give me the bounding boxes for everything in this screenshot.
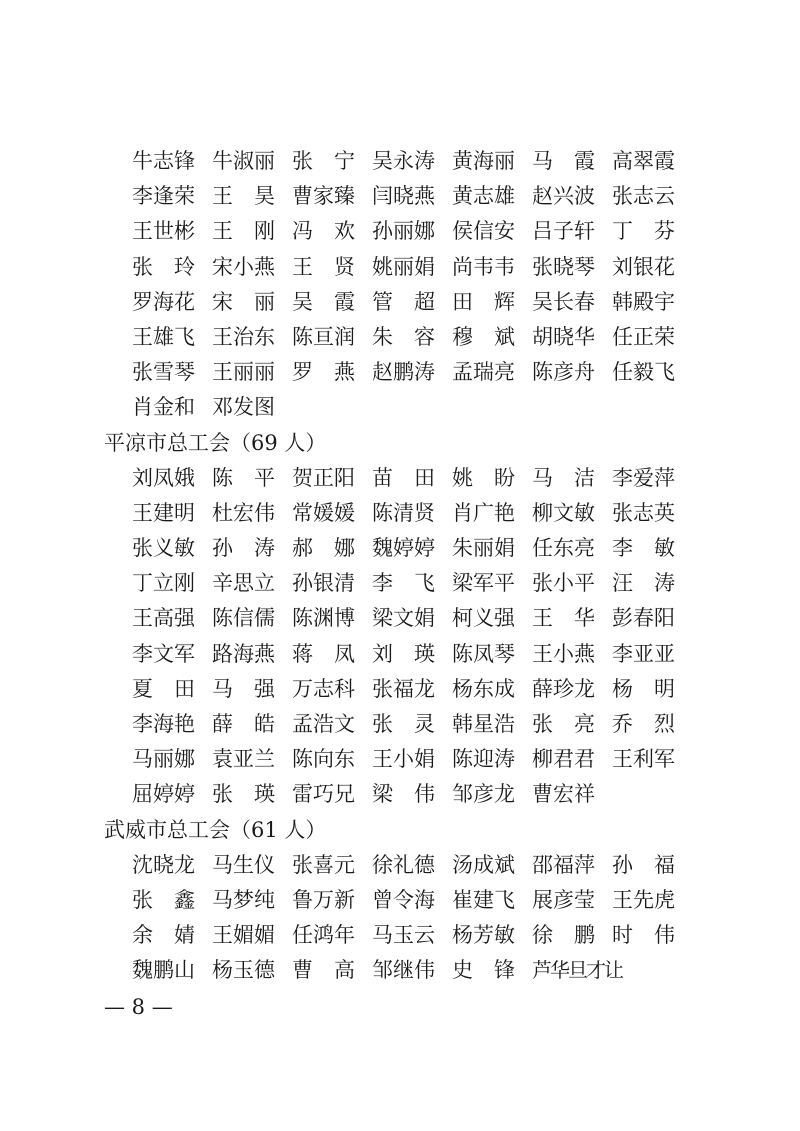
person-name: 朱容 [372, 324, 456, 349]
person-name: 王昊 [212, 184, 296, 209]
person-name: 梁文娟 [372, 606, 435, 631]
person-name: 王丽丽 [212, 360, 275, 385]
person-name: 曹宏祥 [532, 782, 595, 807]
person-name: 梁军平 [452, 571, 515, 596]
person-name: 梁伟 [372, 782, 456, 807]
person-name: 马玉云 [372, 923, 435, 948]
person-name: 杨玉德 [212, 958, 275, 983]
person-name: 王先虎 [612, 887, 675, 912]
person-name: 丁立刚 [132, 571, 195, 596]
person-name: 雷巧兄 [292, 782, 355, 807]
person-name: 张晓琴 [532, 254, 595, 279]
person-name: 牛淑丽 [212, 149, 275, 173]
person-name: 李爱萍 [612, 465, 675, 490]
person-name: 孟浩文 [292, 712, 355, 736]
person-name: 屈婷婷 [132, 782, 195, 807]
person-name: 徐礼德 [372, 852, 435, 877]
person-name: 管超 [372, 289, 456, 314]
person-name: 闫晓燕 [372, 184, 435, 209]
person-name: 邹彦龙 [452, 782, 515, 807]
person-name: 孙涛 [212, 536, 296, 561]
person-name: 罗海花 [132, 289, 195, 314]
person-name: 牛志锋 [132, 149, 195, 173]
person-name: 柯义强 [452, 606, 515, 631]
person-name: 张喜元 [292, 852, 355, 877]
person-name: 冯欢 [292, 219, 376, 244]
person-name: 张志云 [612, 184, 675, 209]
name-list [132, 461, 800, 813]
person-name: 陈向东 [292, 747, 355, 772]
person-name: 李海艳 [132, 712, 195, 736]
person-name: 王利军 [612, 747, 675, 772]
person-name: 张宁 [292, 149, 376, 173]
person-name: 张福龙 [372, 676, 435, 701]
person-name: 朱丽娟 [452, 536, 515, 561]
person-name: 韩殿宇 [612, 289, 675, 314]
person-name: 曹高 [292, 958, 376, 983]
person-name: 陈迎涛 [452, 747, 515, 772]
person-name: 汤成斌 [452, 852, 515, 877]
person-name: 李敏 [612, 536, 696, 561]
person-name: 王世彬 [132, 219, 195, 244]
person-name: 邹继伟 [372, 958, 435, 983]
person-name: 吴长春 [532, 289, 595, 314]
person-name: 孟瑞亮 [452, 360, 515, 385]
person-name: 孙福 [612, 852, 696, 877]
person-name: 罗燕 [292, 360, 376, 385]
name-list [132, 144, 800, 426]
page-number: — 8 — [104, 995, 173, 1019]
person-name: 辛思立 [212, 571, 275, 596]
person-name: 芦华旦才让 [532, 958, 622, 983]
person-name: 田辉 [452, 289, 536, 314]
person-name: 刘银花 [612, 254, 675, 279]
person-name: 王治东 [212, 324, 275, 349]
person-name: 张灵 [372, 712, 456, 736]
person-name: 余婧 [132, 923, 216, 948]
person-name: 王贤 [292, 254, 376, 279]
person-name: 王小燕 [532, 641, 595, 666]
person-name: 王雄飞 [132, 324, 195, 349]
name-group [0, 813, 800, 989]
person-name: 杨东成 [452, 676, 515, 701]
person-name: 尚韦韦 [452, 254, 515, 279]
person-name: 万志科 [292, 676, 355, 701]
person-name: 杨芳敏 [452, 923, 515, 948]
person-name: 鲁万新 [292, 887, 355, 912]
person-name: 吴霞 [292, 289, 376, 314]
person-name: 常媛媛 [292, 500, 355, 525]
person-name: 任毅飞 [612, 360, 675, 385]
person-name: 姚丽娟 [372, 254, 435, 279]
person-name: 张瑛 [212, 782, 296, 807]
person-name: 张鑫 [132, 887, 216, 912]
person-name: 薛珍龙 [532, 676, 595, 701]
person-name: 胡晓华 [532, 324, 595, 349]
person-name: 陈亘润 [292, 324, 355, 349]
person-name: 王华 [532, 606, 616, 631]
person-name: 陈渊博 [292, 606, 355, 631]
person-name: 展彦莹 [532, 887, 595, 912]
person-name: 徐鹏 [532, 923, 616, 948]
person-name: 孙银清 [292, 571, 355, 596]
person-name: 黄志雄 [452, 184, 515, 209]
person-name: 刘瑛 [372, 641, 456, 666]
person-name: 曹家臻 [292, 184, 355, 209]
person-name: 任东亮 [532, 536, 595, 561]
name-group [0, 426, 800, 813]
person-name: 吴永涛 [372, 149, 435, 173]
person-name: 王小娟 [372, 747, 435, 772]
group-heading: 武威市总工会（61 人） [104, 817, 327, 842]
person-name: 王建明 [132, 500, 195, 525]
person-name: 苗田 [372, 465, 456, 490]
person-name: 陈信儒 [212, 606, 275, 631]
person-name: 李文军 [132, 641, 195, 666]
person-name: 陈凤琴 [452, 641, 515, 666]
person-name: 柳君君 [532, 747, 595, 772]
person-name: 宋丽 [212, 289, 296, 314]
person-name: 史锋 [452, 958, 536, 983]
name-group [0, 144, 800, 426]
person-name: 赵兴波 [532, 184, 595, 209]
name-list [132, 848, 800, 989]
person-name: 张义敏 [132, 536, 195, 561]
person-name: 乔烈 [612, 712, 696, 736]
person-name: 张志英 [612, 500, 675, 525]
person-name: 魏鹏山 [132, 958, 195, 983]
person-name: 时伟 [612, 923, 696, 948]
person-name: 邵福萍 [532, 852, 595, 877]
person-name: 陈彦舟 [532, 360, 595, 385]
person-name: 路海燕 [212, 641, 275, 666]
person-name: 张亮 [532, 712, 616, 736]
person-name: 赵鹏涛 [372, 360, 435, 385]
page-content [0, 144, 800, 989]
person-name: 刘凤娥 [132, 465, 195, 490]
person-name: 吕子轩 [532, 219, 595, 244]
person-name: 彭春阳 [612, 606, 675, 631]
person-name: 汪涛 [612, 571, 696, 596]
person-name: 柳文敏 [532, 500, 595, 525]
person-name: 马生仪 [212, 852, 275, 877]
person-name: 陈清贤 [372, 500, 435, 525]
person-name: 马洁 [532, 465, 616, 490]
person-name: 马强 [212, 676, 296, 701]
person-name: 马梦纯 [212, 887, 275, 912]
person-name: 郝娜 [292, 536, 376, 561]
person-name: 夏田 [132, 676, 216, 701]
person-name: 高翠霞 [612, 149, 675, 173]
person-name: 袁亚兰 [212, 747, 275, 772]
person-name: 陈平 [212, 465, 296, 490]
person-name: 穆斌 [452, 324, 536, 349]
person-name: 李飞 [372, 571, 456, 596]
person-name: 孙丽娜 [372, 219, 435, 244]
person-name: 张玲 [132, 254, 216, 279]
person-name: 黄海丽 [452, 149, 515, 173]
person-name: 邓发图 [212, 395, 275, 420]
person-name: 李亚亚 [612, 641, 675, 666]
person-name: 杨明 [612, 676, 696, 701]
person-name: 王高强 [132, 606, 195, 631]
person-name: 魏婷婷 [372, 536, 435, 561]
person-name: 马霞 [532, 149, 616, 173]
person-name: 韩星浩 [452, 712, 515, 736]
person-name: 任鸿年 [292, 923, 355, 948]
person-name: 李逢荣 [132, 184, 195, 209]
person-name: 蒋凤 [292, 641, 376, 666]
person-name: 张雪琴 [132, 360, 195, 385]
person-name: 丁芬 [612, 219, 696, 244]
person-name: 薛皓 [212, 712, 296, 736]
person-name: 姚盼 [452, 465, 536, 490]
person-name: 侯信安 [452, 219, 515, 244]
person-name: 张小平 [532, 571, 595, 596]
person-name: 任正荣 [612, 324, 675, 349]
person-name: 贺正阳 [292, 465, 355, 490]
person-name: 崔建飞 [452, 887, 515, 912]
person-name: 马丽娜 [132, 747, 195, 772]
person-name: 曾令海 [372, 887, 435, 912]
person-name: 王刚 [212, 219, 296, 244]
person-name: 王媚媚 [212, 923, 275, 948]
person-name: 宋小燕 [212, 254, 275, 279]
person-name: 杜宏伟 [212, 500, 275, 525]
group-heading: 平凉市总工会（69 人） [104, 430, 327, 455]
person-name: 肖金和 [132, 395, 195, 420]
person-name: 沈晓龙 [132, 852, 195, 877]
person-name: 肖广艳 [452, 500, 515, 525]
